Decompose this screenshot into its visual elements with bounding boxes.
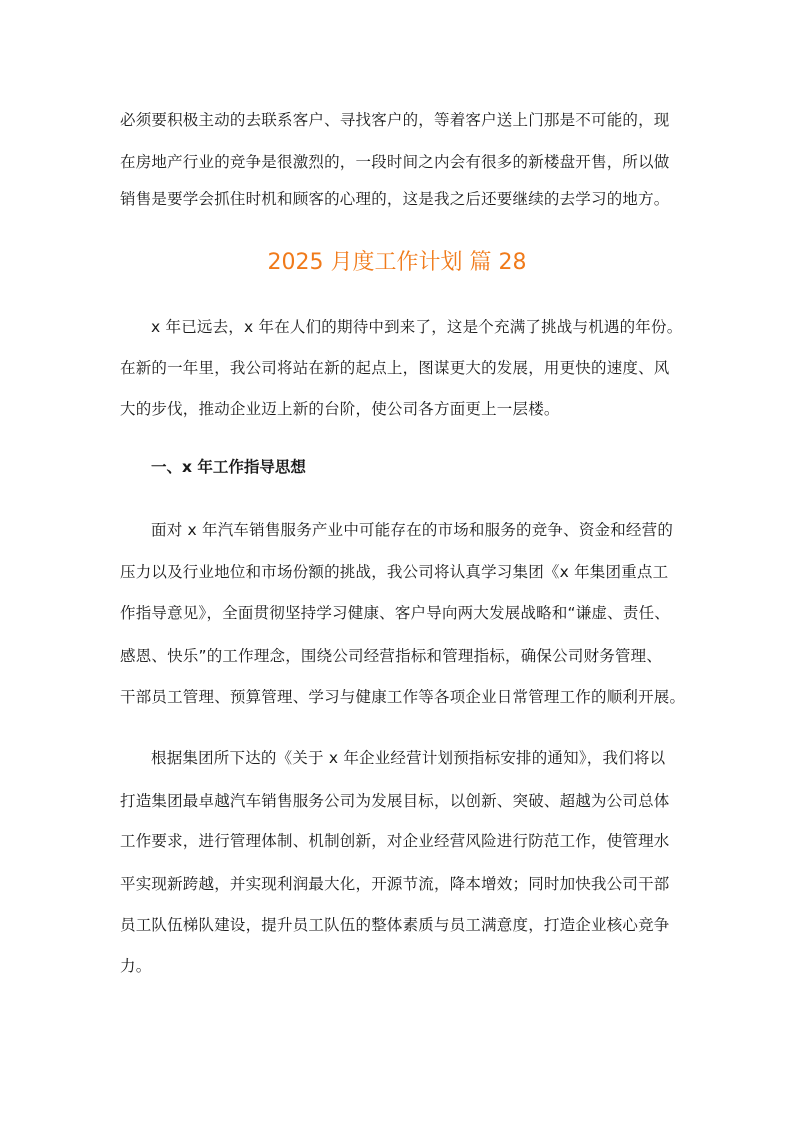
intro-line-2: 在房地产行业的竞争是很激烈的，一段时间之内会有很多的新楼盘开售，所以做 bbox=[120, 153, 670, 171]
paragraph1-line-2: 在新的一年里，我公司将站在新的起点上，图谋更大的发展，用更快的速度、风 bbox=[120, 359, 670, 377]
paragraph3-line-1: 根据集团所下达的《关于 x 年企业经营计划预指标安排的通知》，我们将以 bbox=[151, 749, 666, 767]
paragraph3-line-2: 打造集团最卓越汽车销售服务公司为发展目标，以创新、突破、超越为公司总体 bbox=[120, 792, 670, 810]
paragraph1-line-1: x 年已远去，x 年在人们的期待中到来了，这是个充满了挑战与机遇的年份。 bbox=[151, 318, 683, 336]
heading-guiding-ideology: 一、x 年工作指导思想 bbox=[151, 458, 306, 476]
paragraph2-line-4: 感恩、快乐”的工作理念，围绕公司经营指标和管理指标，确保公司财务管理、 bbox=[120, 647, 663, 665]
paragraph3-line-5: 员工队伍梯队建设，提升员工队伍的整体素质与员工满意度，打造企业核心竞争 bbox=[120, 916, 670, 934]
paragraph3-line-4: 平实现新跨越，并实现利润最大化，开源节流，降本增效；同时加快我公司干部 bbox=[120, 875, 670, 893]
paragraph2-line-3: 作指导意见》，全面贯彻坚持学习健康、客户导向两大发展战略和“谦虚、责任、 bbox=[120, 604, 670, 622]
paragraph1-line-3: 大的步伐，推动企业迈上新的台阶，使公司各方面更上一层楼。 bbox=[120, 400, 560, 418]
paragraph3-line-6: 力。 bbox=[120, 957, 152, 975]
intro-line-3: 销售是要学会抓住时机和顾客的心理的，这是我之后还要继续的去学习的地方。 bbox=[120, 190, 670, 208]
paragraph2-line-5: 干部员工管理、预算管理、学习与健康工作等各项企业日常管理工作的顺利开展。 bbox=[120, 688, 686, 706]
paragraph3-line-3: 工作要求，进行管理体制、机制创新，对企业经营风险进行防范工作，使管理水 bbox=[120, 832, 670, 850]
paragraph2-line-2: 压力以及行业地位和市场份额的挑战，我公司将认真学习集团《x 年集团重点工 bbox=[120, 563, 669, 581]
intro-line-1: 必须要积极主动的去联系客户、寻找客户的，等着客户送上门那是不可能的，现 bbox=[120, 111, 670, 129]
section-title: 2025 月度工作计划 篇 28 bbox=[267, 250, 527, 275]
paragraph2-line-1: 面对 x 年汽车销售服务产业中可能存在的市场和服务的竞争、资金和经营的 bbox=[151, 521, 674, 539]
